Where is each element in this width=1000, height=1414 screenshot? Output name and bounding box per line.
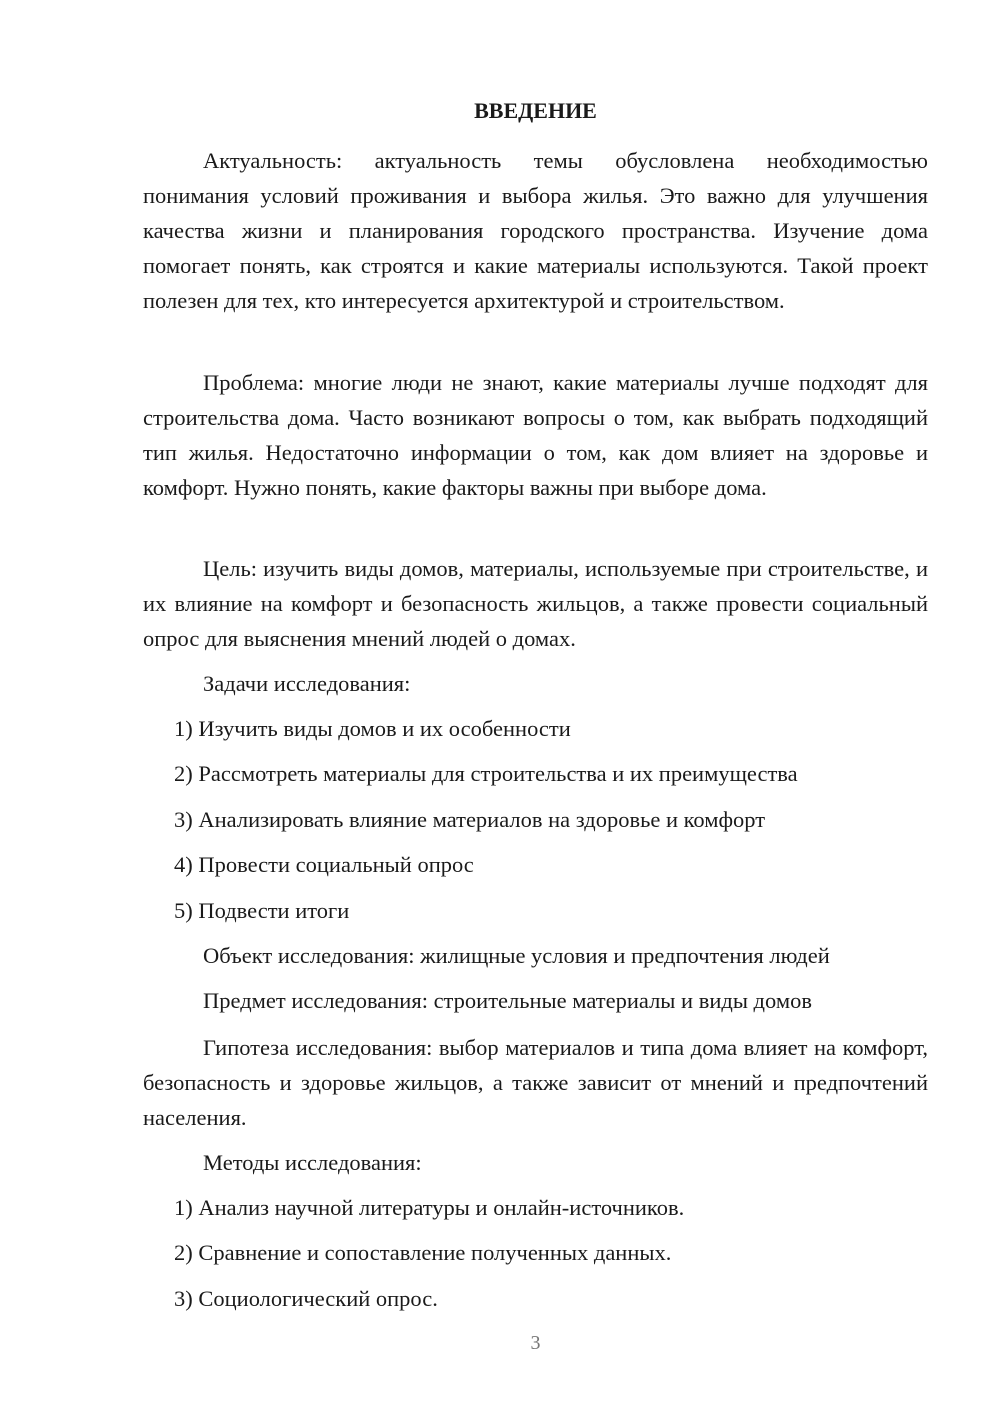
problem-paragraph: Проблема: многие люди не знают, какие материалы лучше подходят для строительства дома. Часто возникают вопросы о том, как выбрать подходящий тип жилья. Недостаточно информации о том, как дом влияет на здоровье и комфорт. Нужно понять, какие факторы важны при выборе дома. [143,370,928,500]
page-number: 3 [530,1332,541,1354]
subject-line: Предмет исследования: строительные материалы и виды домов [203,988,812,1013]
method-item: 2) Сравнение и сопоставление полученных данных. [174,1240,672,1265]
task-item: 4) Провести социальный опрос [174,852,474,877]
methods-title: Методы исследования: [203,1150,422,1175]
task-item: 5) Подвести итоги [174,898,350,923]
tasks-title: Задачи исследования: [203,671,411,696]
hypothesis-paragraph: Гипотеза исследования: выбор материалов и типа дома влияет на комфорт, безопасность и здоровье жильцов, а также зависит от мнений и предпочтений населения. [143,1035,928,1130]
goal-paragraph: Цель: изучить виды домов, материалы, используемые при строительстве, и их влияние на комфорт и безопасность жильцов, а также провести социальный опрос для выяснения мнений людей о домах. [143,556,928,651]
task-item: 1) Изучить виды домов и их особенности [174,716,571,741]
method-item: 3) Социологический опрос. [174,1286,438,1311]
object-line: Объект исследования: жилищные условия и предпочтения людей [203,943,830,968]
method-item: 1) Анализ научной литературы и онлайн-источников. [174,1195,685,1220]
relevance-paragraph: Актуальность: актуальность темы обусловлена необходимостью понимания условий проживания и выбора жилья. Это важно для улучшения качества жизни и планирования городского пространства. Изучение дома помогает понять, как строятся и какие материалы используются. Такой проект полезен для тех, кто интересуется архитектурой и строительством. [143,148,928,313]
task-item: 3) Анализировать влияние материалов на здоровье и комфорт [174,807,766,832]
section-heading: ВВЕДЕНИЕ [474,98,597,123]
task-item: 2) Рассмотреть материалы для строительства и их преимущества [174,761,798,786]
